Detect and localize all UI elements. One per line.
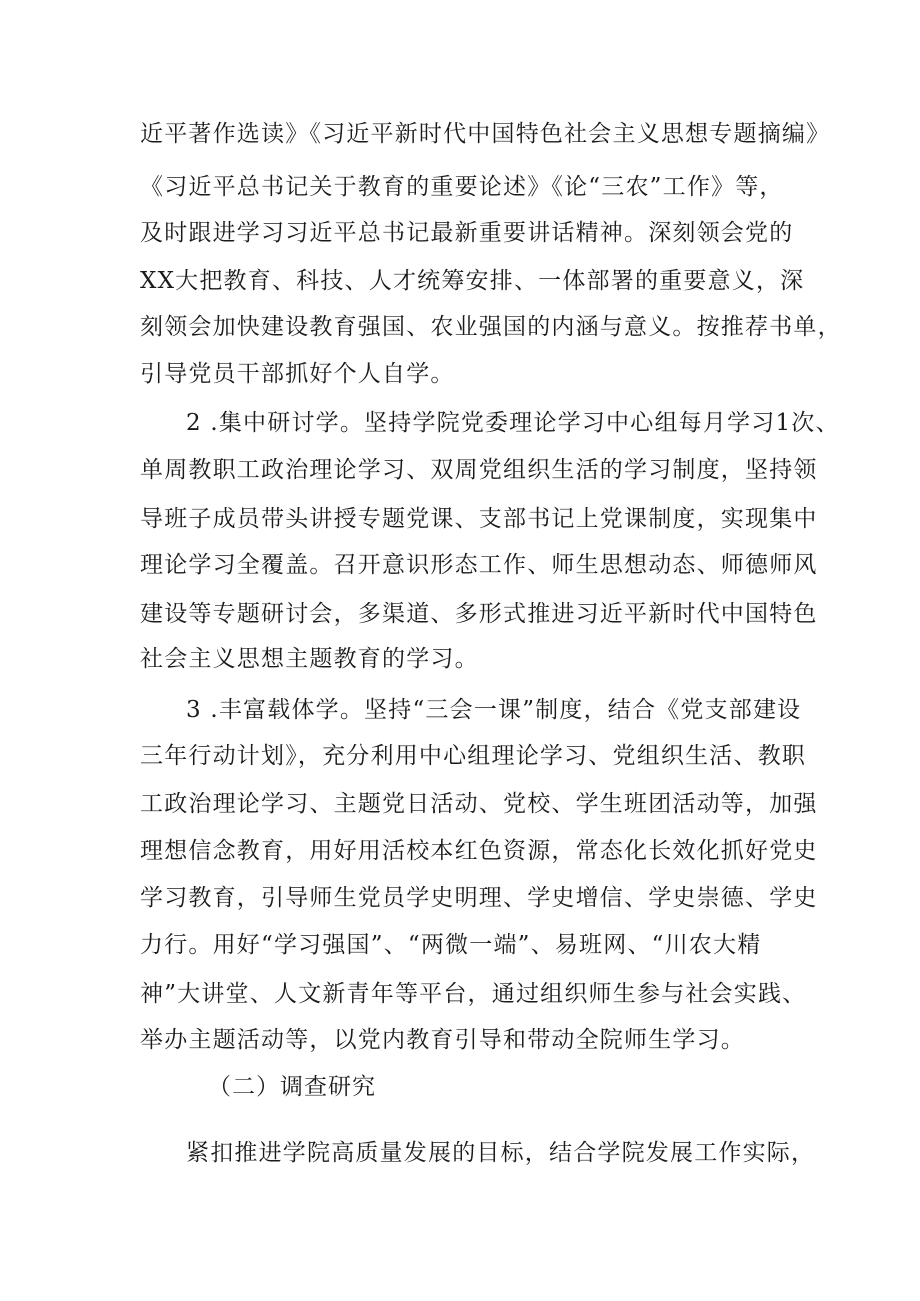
paragraph-line: XX大把教育、科技、人才统筹安排、一体部署的重要意义，深 xyxy=(140,268,805,294)
paragraph-line: 建设等专题研讨会，多渠道、多形式推进习近平新时代中国特色 xyxy=(140,601,818,627)
paragraph-line: 《习近平总书记关于教育的重要论述》《论“三农”工作》等， xyxy=(140,174,784,200)
paragraph-line: 力行。用好“学习强国”、“两微一端”、易班网、“川农大精 xyxy=(140,932,762,958)
section-heading: （二）调查研究 xyxy=(208,1074,376,1100)
paragraph-line: 理论学习全覆盖。召开意识形态工作、师生思想动态、师德师风 xyxy=(140,552,818,578)
paragraph-line: 近平著作选读》《习近平新时代中国特色社会主义思想专题摘编》 xyxy=(140,121,831,147)
paragraph-line: 三年行动计划》，充分利用中心组理论学习、党组织生活、教职 xyxy=(140,743,807,769)
paragraph-line: 神”大讲堂、人文新青年等平台，通过组织师生参与社会实践、 xyxy=(140,981,807,1007)
paragraph-line: 单周教职工政治理论学习、双周党组织生活的学习制度，坚持领 xyxy=(140,457,818,483)
paragraph-line: 导班子成员带头讲授专题党课、支部书记上党课制度，实现集中 xyxy=(140,506,818,532)
paragraph-line: 学习教育，引导师生党员学史明理、学史增信、学史崇德、学史 xyxy=(140,885,818,911)
paragraph-line: 紧扣推进学院高质量发展的目标，结合学院发展工作实际， xyxy=(186,1140,816,1166)
paragraph-line: 社会主义思想主题教育的学习。 xyxy=(140,646,479,672)
list-item-heading: 3 .丰富载体学。坚持“三会一课”制度，结合《党支部建设 xyxy=(186,697,802,723)
paragraph-line: 及时跟进学习习近平总书记最新重要讲话精神。深刻领会党的 xyxy=(140,220,794,246)
paragraph-line: 工政治理论学习、主题党日活动、党校、学生班团活动等，加强 xyxy=(140,791,818,817)
paragraph-line: 举办主题活动等，以党内教育引导和带动全院师生学习。 xyxy=(140,1027,745,1053)
paragraph-line: 理想信念教育，用好用活校本红色资源，常态化长效化抓好党史 xyxy=(140,838,818,864)
paragraph-line: 引导党员干部抓好个人自学。 xyxy=(140,361,455,387)
paragraph-line: 刻领会加快建设教育强国、农业强国的内涵与意义。按推荐书单， xyxy=(140,314,842,340)
list-item-heading: 2 .集中研讨学。坚持学院党委理论学习中心组每月学习1次、 xyxy=(186,410,840,436)
